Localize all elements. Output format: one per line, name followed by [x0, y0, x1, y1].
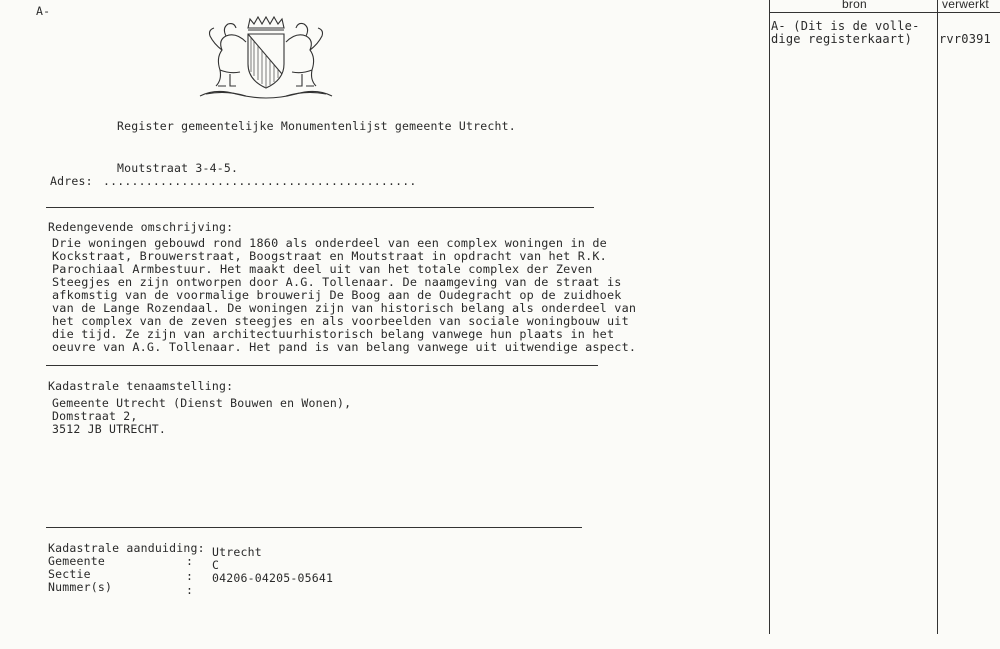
- description-line: van de Lange Rozendaal. De woningen zijn van historisch belang als onderdeel van: [52, 301, 637, 315]
- description-line: oeuvre van A.G. Tollenaar. Het pand is van belang vanwege uit uitwendige aspect.: [52, 340, 637, 354]
- verwerkt-code: rvr0391: [939, 32, 991, 46]
- address-label: Adres:: [50, 174, 93, 188]
- description-line: afkomstig van de voormalige brouwerij De Boog aan de Oudegracht op de zuidhoek: [52, 288, 622, 302]
- bron-line: dige registerkaart): [771, 32, 913, 46]
- description-line: Steegjes en zijn ontworpen door A.G. Tollenaar. De naamgeving van de straat is: [52, 275, 622, 289]
- description-line: Drie woningen gebouwd rond 1860 als onderdeel van een complex woningen in de: [52, 236, 607, 250]
- divider: [46, 207, 594, 208]
- divider: [46, 527, 582, 528]
- cadastral-colon: :: [186, 569, 194, 583]
- description-line: het complex van de zeven steegjes en als voorbeelden van sociale woningbouw uit: [52, 314, 629, 328]
- owner-line: Domstraat 2,: [52, 409, 138, 423]
- description-line: Kockstraat, Brouwerstraat, Boogstraat en Moutstraat in opdracht van het R.K.: [52, 249, 607, 263]
- register-title: Register gemeentelijke Monumentenlijst gemeente Utrecht.: [117, 119, 516, 133]
- description-line: die tijd. Ze zijn van architectuurhistorisch belang vanwege hun plaats in het: [52, 327, 615, 341]
- cadastral-colon: :: [186, 554, 194, 568]
- cadastral-heading: Kadastrale aanduiding:: [48, 541, 205, 555]
- owner-line: 3512 JB UTRECHT.: [52, 422, 166, 436]
- address-value: Moutstraat 3-4-5.: [117, 161, 239, 175]
- cadastral-value-sectie: C: [212, 558, 220, 572]
- corner-label: A-: [36, 4, 51, 18]
- table-border-middle: [937, 0, 938, 634]
- description-line: Parochiaal Armbestuur. Het maakt deel uit van het totale complex der Zeven: [52, 262, 593, 276]
- owner-heading: Kadastrale tenaamstelling:: [48, 379, 234, 393]
- verwerkt-header: verwerkt: [942, 0, 989, 11]
- divider: [46, 365, 598, 366]
- bron-line: A- (Dit is de volle-: [771, 19, 920, 33]
- owner-line: Gemeente Utrecht (Dienst Bouwen en Wonen),: [52, 396, 352, 410]
- cadastral-value-nummers: 04206-04205-05641: [212, 571, 334, 585]
- table-border-left: [769, 0, 770, 634]
- cadastral-label-sectie: Sectie: [48, 567, 91, 581]
- description-heading: Redengevende omschrijving:: [48, 220, 234, 234]
- bron-header: bron: [842, 0, 867, 11]
- cadastral-colon: :: [186, 583, 194, 597]
- cadastral-value-gemeente: Utrecht: [212, 545, 262, 559]
- cadastral-label-nummers: Nummer(s): [48, 580, 113, 594]
- utrecht-coat-of-arms-icon: [196, 14, 336, 100]
- cadastral-label-gemeente: Gemeente: [48, 554, 105, 568]
- table-header-rule: [769, 12, 1000, 13]
- address-dots: ............................................: [103, 174, 417, 188]
